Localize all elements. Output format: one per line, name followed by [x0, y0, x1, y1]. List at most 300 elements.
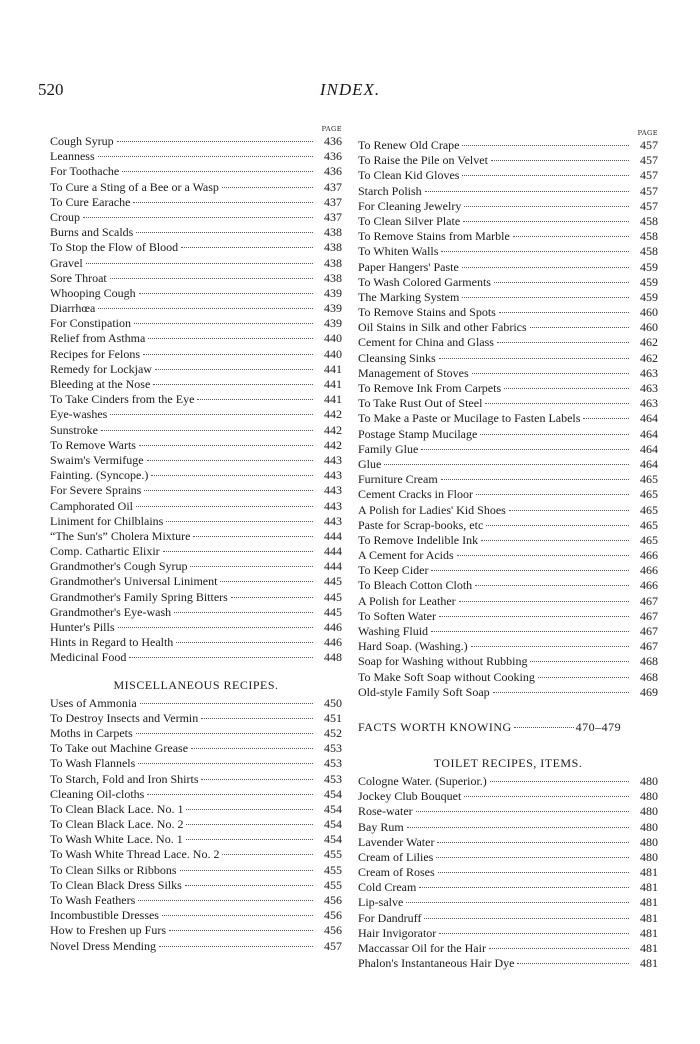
- entry-page-number: 436: [324, 164, 342, 179]
- entry-page-number: 465: [640, 502, 658, 517]
- entry-page-number: 445: [324, 574, 342, 589]
- entry-page-number: 440: [324, 346, 342, 361]
- dot-leader: [425, 191, 629, 192]
- entry-page-number: 443: [324, 498, 342, 513]
- entry-page-number: 464: [640, 426, 658, 441]
- index-entry: [358, 199, 658, 214]
- entry-page-number: 464: [640, 411, 658, 426]
- entry-title: To Cure a Sting of a Bee or a Wasp: [50, 179, 219, 194]
- index-entry: [358, 184, 658, 199]
- index-entry: [358, 670, 658, 685]
- index-entry: [50, 590, 342, 605]
- entry-title: To Wash White Thread Lace. No. 2: [50, 847, 220, 862]
- index-entry: [358, 518, 658, 533]
- index-entry: [358, 275, 658, 290]
- dot-leader: [143, 354, 313, 355]
- index-entry: [50, 453, 342, 468]
- entry-title: Cleansing Sinks: [358, 350, 436, 365]
- entry-page-number: 442: [324, 407, 342, 422]
- entry-title: To Renew Old Crape: [358, 138, 460, 152]
- index-entry: [50, 316, 342, 331]
- dot-leader: [416, 811, 629, 812]
- entry-page-number: 481: [640, 941, 658, 955]
- entry-title: To Make Soft Soap without Cooking: [358, 669, 535, 684]
- index-entry: [358, 578, 658, 593]
- dot-leader: [174, 612, 313, 613]
- entry-page-number: 437: [324, 194, 342, 209]
- dot-leader: [151, 475, 313, 476]
- entry-page-number: 454: [324, 786, 342, 801]
- section-title-miscellaneous: MISCELLANEOUS RECIPES.: [113, 677, 279, 692]
- dot-leader: [436, 857, 629, 858]
- entry-page-number: 452: [324, 725, 342, 740]
- entry-title: Recipes for Felons: [50, 346, 140, 361]
- dot-leader: [497, 342, 629, 343]
- dot-leader: [476, 494, 629, 495]
- index-entry: [50, 620, 342, 635]
- dot-leader: [441, 479, 629, 480]
- dot-leader: [180, 870, 314, 871]
- dot-leader: [101, 430, 313, 431]
- facts-pages: 470–479: [575, 719, 622, 734]
- entry-page-number: 481: [640, 895, 658, 910]
- entry-title: Remedy for Lockjaw: [50, 361, 152, 376]
- entry-page-number: 480: [640, 789, 658, 804]
- dot-leader: [117, 141, 313, 142]
- dot-leader: [472, 373, 629, 374]
- index-entry: [50, 802, 342, 817]
- entry-title: A Polish for Leather: [358, 593, 456, 608]
- entry-page-number: 481: [640, 865, 658, 880]
- dot-leader: [129, 657, 313, 658]
- index-entry: [358, 138, 658, 153]
- entry-page-number: 463: [640, 381, 658, 395]
- entry-title: Paper Hangers' Paste: [358, 259, 459, 274]
- index-entry: [50, 301, 342, 316]
- index-entry: [50, 271, 342, 286]
- entry-title: To Clean Silks or Ribbons: [50, 862, 177, 877]
- index-entry: [50, 468, 342, 483]
- entry-page-number: 454: [324, 817, 342, 832]
- index-entry: [50, 756, 342, 771]
- entry-title: For Constipation: [50, 316, 132, 331]
- entry-page-number: 459: [640, 259, 658, 274]
- dot-leader: [583, 418, 629, 419]
- index-entry: [358, 774, 658, 789]
- dot-leader: [138, 763, 313, 764]
- facts-label: FACTS WORTH KNOWING: [358, 719, 512, 734]
- dot-leader: [193, 536, 313, 537]
- entry-page-number: 464: [640, 441, 658, 456]
- entry-page-number: 438: [324, 255, 342, 270]
- dot-leader: [407, 827, 629, 828]
- dot-leader: [499, 312, 629, 313]
- entry-page-number: 444: [324, 528, 342, 543]
- dot-leader: [190, 566, 313, 567]
- entry-title: Croup: [50, 209, 80, 224]
- index-entry: [358, 624, 658, 639]
- index-entry: [358, 789, 658, 804]
- entry-title: Eye-washes: [50, 407, 108, 422]
- entry-title: Novel Dress Mending: [50, 938, 156, 953]
- index-entry: [50, 529, 342, 544]
- index-entry: [50, 377, 342, 392]
- entry-title: For Dandruff: [358, 910, 422, 925]
- entry-title: The Marking System: [358, 289, 460, 304]
- entry-page-number: 446: [324, 635, 342, 650]
- index-entry: [358, 335, 658, 350]
- index-entry: [50, 423, 342, 438]
- dot-leader: [517, 963, 629, 964]
- entry-page-number: 481: [640, 925, 658, 940]
- index-entry: [358, 290, 658, 305]
- dot-leader: [147, 460, 313, 461]
- entry-title: To Remove Indelible Ink: [358, 532, 479, 547]
- index-entry: [358, 865, 658, 880]
- entry-page-number: 457: [324, 938, 342, 953]
- entry-title: Family Glue: [358, 441, 419, 456]
- entry-title: Whooping Cough: [50, 285, 136, 300]
- entry-title: Oil Stains in Silk and other Fabrics: [358, 320, 527, 335]
- entry-title: To Remove Warts: [50, 437, 136, 452]
- entry-page-number: 480: [640, 849, 658, 864]
- entry-page-number: 443: [324, 483, 342, 498]
- index-entry: [358, 260, 658, 275]
- dot-leader: [169, 930, 313, 931]
- dot-leader: [464, 796, 629, 797]
- dot-leader: [493, 692, 629, 693]
- entry-page-number: 455: [324, 862, 342, 877]
- entry-page-number: 465: [640, 472, 658, 487]
- entry-page-number: 460: [640, 305, 658, 320]
- entry-title: Lavender Water: [358, 834, 435, 849]
- entry-page-number: 454: [324, 832, 342, 847]
- dot-leader: [139, 445, 313, 446]
- entry-title: Bay Rum: [358, 819, 404, 834]
- dot-leader: [431, 570, 629, 571]
- dot-leader: [98, 308, 313, 309]
- dot-leader: [421, 449, 629, 450]
- dot-leader: [462, 297, 629, 298]
- index-entry: [50, 256, 342, 271]
- dot-leader: [185, 885, 313, 886]
- index-entry: [358, 214, 658, 229]
- entry-title: To Wash Colored Garments: [358, 274, 491, 289]
- entry-title: To Raise the Pile on Velvet: [358, 153, 488, 168]
- entry-page-number: 459: [640, 289, 658, 304]
- entry-page-number: 442: [324, 437, 342, 452]
- index-entry: [358, 427, 658, 442]
- index-entry: [50, 331, 342, 346]
- dot-leader: [464, 206, 629, 207]
- entry-title: Glue: [358, 456, 382, 471]
- entry-title: How to Freshen up Furs: [50, 923, 166, 938]
- dot-leader: [439, 933, 629, 934]
- index-column-left: [50, 124, 342, 954]
- dot-leader: [181, 247, 313, 248]
- entry-page-number: 458: [640, 244, 658, 259]
- entry-title: For Cleaning Jewelry: [358, 198, 462, 213]
- index-entry: [358, 153, 658, 168]
- entry-title: Maccassar Oil for the Hair: [358, 941, 486, 955]
- dot-leader: [186, 809, 313, 810]
- dot-leader: [419, 887, 629, 888]
- index-entry: [358, 654, 658, 669]
- entry-page-number: 466: [640, 548, 658, 563]
- entry-page-number: 465: [640, 532, 658, 547]
- entry-page-number: 445: [324, 604, 342, 619]
- entry-page-number: 443: [324, 468, 342, 483]
- entry-page-number: 481: [640, 880, 658, 895]
- entry-title: Camphorated Oil: [50, 498, 133, 513]
- dot-leader: [406, 902, 629, 903]
- entry-title: To Wash Flannels: [50, 756, 136, 771]
- entry-page-number: 467: [640, 593, 658, 608]
- index-entry: [358, 548, 658, 563]
- entry-title: Sunstroke: [50, 422, 98, 437]
- dot-leader: [481, 540, 629, 541]
- dot-leader: [463, 221, 629, 222]
- dot-leader: [162, 915, 313, 916]
- dot-leader: [139, 293, 313, 294]
- entry-page-number: 446: [324, 620, 342, 634]
- entry-page-number: 437: [324, 179, 342, 194]
- dot-leader: [220, 581, 313, 582]
- entry-title: Medicinal Food: [50, 650, 127, 665]
- entry-page-number: 466: [640, 578, 658, 593]
- entry-title: To Remove Stains and Spots: [358, 305, 496, 320]
- entry-page-number: 438: [324, 240, 342, 255]
- facts-worth-knowing-entry: [358, 720, 658, 736]
- dot-leader: [166, 521, 313, 522]
- index-entry: [50, 392, 342, 407]
- entry-page-number: 481: [640, 910, 658, 925]
- entry-page-number: 441: [324, 392, 342, 407]
- entry-page-number: 460: [640, 320, 658, 335]
- dot-leader: [439, 358, 629, 359]
- entry-page-number: 445: [324, 589, 342, 604]
- dot-leader: [504, 388, 629, 389]
- index-entry: [358, 229, 658, 244]
- entry-page-number: 462: [640, 335, 658, 350]
- index-entry: [358, 503, 658, 518]
- index-entry: [50, 635, 342, 650]
- entry-title: Rose-water: [358, 804, 413, 819]
- entry-title: Management of Stoves: [358, 365, 469, 380]
- entry-title: Cement Cracks in Floor: [358, 487, 473, 502]
- entry-page-number: 439: [324, 285, 342, 300]
- entry-page-number: 457: [640, 183, 658, 198]
- entry-page-number: 480: [640, 834, 658, 849]
- index-entry: [358, 895, 658, 910]
- entry-title: For Severe Sprains: [50, 483, 142, 498]
- index-entry: [358, 820, 658, 835]
- dot-leader: [513, 236, 629, 237]
- entry-title: To Clean Silver Plate: [358, 213, 461, 228]
- dot-leader: [98, 156, 313, 157]
- entry-page-number: 455: [324, 877, 342, 892]
- dot-leader: [437, 842, 629, 843]
- entry-title: To Soften Water: [358, 608, 436, 623]
- dot-leader: [222, 187, 313, 188]
- entry-page-number: 457: [640, 138, 658, 152]
- entry-page-number: 456: [324, 908, 342, 923]
- index-entry: [50, 210, 342, 225]
- entry-page-number: 459: [640, 274, 658, 289]
- dot-leader: [136, 506, 313, 507]
- index-entry: [358, 457, 658, 472]
- entry-title: Leanness: [50, 149, 95, 164]
- entry-page-number: 463: [640, 365, 658, 380]
- entry-title: To Remove Ink From Carpets: [358, 381, 502, 395]
- index-entry: [358, 366, 658, 381]
- index-entry: [50, 605, 342, 620]
- index-entry: [358, 396, 658, 411]
- dot-leader: [424, 918, 629, 919]
- entry-title: Washing Fluid: [358, 624, 429, 638]
- entry-title: Postage Stamp Mucilage: [358, 426, 478, 441]
- entry-title: To Clean Black Dress Silks: [50, 877, 182, 892]
- entry-page-number: 451: [324, 710, 342, 725]
- dot-leader: [514, 727, 574, 728]
- entry-title: To Clean Kid Gloves: [358, 168, 460, 183]
- dot-leader: [163, 551, 313, 552]
- entry-page-number: 438: [324, 270, 342, 285]
- entry-page-number: 465: [640, 517, 658, 532]
- dot-leader: [457, 555, 629, 556]
- index-entry: [50, 164, 342, 179]
- entry-title: Liniment for Chilblains: [50, 513, 164, 528]
- dot-leader: [490, 781, 629, 782]
- entry-title: To Stop the Flow of Blood: [50, 240, 179, 255]
- dot-leader: [441, 251, 629, 252]
- entry-page-number: 443: [324, 452, 342, 467]
- page-column-label: PAGE: [321, 125, 342, 133]
- entry-page-number: 454: [324, 801, 342, 816]
- dot-leader: [509, 510, 629, 511]
- entry-title: “The Sun's” Cholera Mixture: [50, 528, 191, 543]
- entry-page-number: 444: [324, 544, 342, 559]
- entry-title: To Take out Machine Grease: [50, 741, 189, 756]
- entry-title: Jockey Club Bouquet: [358, 789, 462, 804]
- entry-title: Grandmother's Cough Syrup: [50, 559, 188, 574]
- entry-page-number: 481: [640, 956, 658, 971]
- index-entry: [358, 594, 658, 609]
- index-entry: [358, 911, 658, 926]
- entry-title: Grandmother's Family Spring Bitters: [50, 589, 228, 604]
- entry-page-number: 436: [324, 149, 342, 164]
- dot-leader: [475, 585, 629, 586]
- entry-page-number: 456: [324, 923, 342, 938]
- entry-page-number: 480: [640, 773, 658, 788]
- entry-page-number: 436: [324, 134, 342, 148]
- index-entry: [50, 847, 342, 862]
- dot-leader: [462, 175, 629, 176]
- entry-title: Burns and Scalds: [50, 225, 134, 240]
- dot-leader: [462, 267, 629, 268]
- dot-leader: [153, 384, 313, 385]
- section-title-toilet-recipes: TOILET RECIPES, ITEMS.: [433, 755, 583, 770]
- entry-title: Cream of Lilies: [358, 849, 434, 864]
- dot-leader: [155, 369, 313, 370]
- index-entry: [358, 609, 658, 624]
- entry-title: Hard Soap. (Washing.): [358, 639, 468, 654]
- index-entry: [50, 696, 342, 711]
- entry-title: To Keep Cider: [358, 563, 429, 578]
- index-entry: [50, 832, 342, 847]
- entry-page-number: 443: [324, 513, 342, 528]
- dot-leader: [118, 627, 314, 628]
- index-entry: [50, 817, 342, 832]
- entry-title: Swaim's Vermifuge: [50, 452, 144, 467]
- index-list: [358, 138, 658, 700]
- index-entry: [50, 347, 342, 362]
- dot-leader: [384, 464, 629, 465]
- entry-page-number: 468: [640, 669, 658, 684]
- entry-page-number: 442: [324, 422, 342, 437]
- entry-title: To Whiten Walls: [358, 244, 439, 259]
- entry-title: Phalon's Instantaneous Hair Dye: [358, 956, 515, 971]
- index-entry: [50, 438, 342, 453]
- dot-leader: [136, 232, 313, 233]
- entry-title: To Cure Earache: [50, 194, 131, 209]
- index-list: [50, 696, 342, 954]
- dot-leader: [439, 616, 629, 617]
- entry-title: Gravel: [50, 255, 83, 270]
- entry-title: To Starch, Fold and Iron Shirts: [50, 771, 199, 786]
- index-entry: [50, 908, 342, 923]
- dot-leader: [159, 946, 313, 947]
- dot-leader: [491, 160, 629, 161]
- entry-title: Uses of Ammonia: [50, 695, 137, 710]
- entry-title: To Wash White Lace. No. 1: [50, 832, 183, 847]
- index-column-right: [358, 124, 658, 971]
- index-entry: [50, 772, 342, 787]
- index-list: [50, 134, 342, 666]
- entry-page-number: 440: [324, 331, 342, 346]
- entry-title: To Make a Paste or Mucilage to Fasten Labels: [358, 411, 581, 426]
- entry-title: Relief from Asthma: [50, 331, 146, 346]
- index-entry: [358, 442, 658, 457]
- entry-page-number: 456: [324, 893, 342, 907]
- dot-leader: [140, 703, 313, 704]
- entry-page-number: 453: [324, 771, 342, 786]
- entry-page-number: 457: [640, 168, 658, 183]
- entry-page-number: 467: [640, 639, 658, 654]
- dot-leader: [197, 399, 313, 400]
- entry-page-number: 455: [324, 847, 342, 862]
- dot-leader: [431, 631, 629, 632]
- dot-leader: [438, 872, 629, 873]
- index-entry: [50, 362, 342, 377]
- index-entry: [358, 926, 658, 941]
- dot-leader: [148, 338, 313, 339]
- entry-title: Bleeding at the Nose: [50, 377, 151, 391]
- index-entry: [50, 240, 342, 255]
- dot-leader: [186, 824, 313, 825]
- entry-page-number: 448: [324, 650, 342, 665]
- index-entry: [358, 685, 658, 700]
- index-entry: [50, 544, 342, 559]
- dot-leader: [138, 900, 313, 901]
- index-entry: [358, 168, 658, 183]
- dot-leader: [530, 327, 629, 328]
- dot-leader: [494, 282, 629, 283]
- entry-title: Cleaning Oil-cloths: [50, 786, 145, 801]
- entry-page-number: 462: [640, 350, 658, 365]
- entry-page-number: 469: [640, 684, 658, 699]
- index-entry: [50, 574, 342, 589]
